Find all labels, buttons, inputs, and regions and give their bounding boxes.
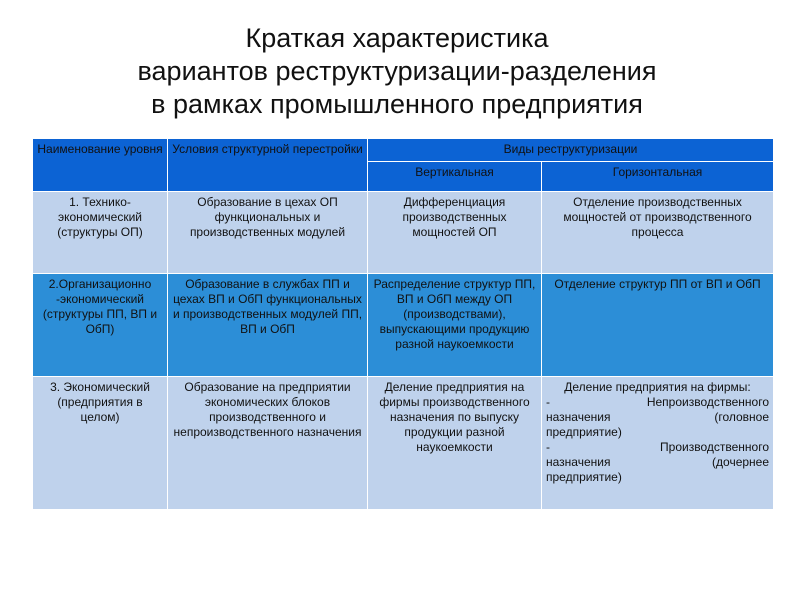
row3-horizontal-item2-line1: [546, 440, 769, 455]
header-row: [33, 139, 774, 162]
row1-conditions: Образование в цехах ОП функциональных и производственных модулей: [168, 192, 368, 274]
row3-horizontal-intro: Деление предприятия на фирмы:: [564, 380, 751, 394]
row2-conditions: Образование в службах ПП и цехах ВП и ОбП функциональных и производственных модулей ПП, ВП и ОбП: [168, 274, 368, 377]
row3-item2-a: Производственного: [660, 440, 770, 454]
row1-horizontal: Отделение производственных мощностей от производственного процесса: [542, 192, 774, 274]
row3-item2-b1: назначения: [546, 455, 611, 469]
row3-item1-b2: (головное: [714, 410, 770, 424]
table-row: [33, 377, 774, 510]
row3-horizontal: [542, 377, 774, 510]
row1-vertical: Дифференциация производственных мощностей ОП: [368, 192, 542, 274]
row3-vertical: Деление предприятия на фирмы производственного назначения по выпуску продукции разной наукоемкости: [368, 377, 542, 510]
row3-item1-c: предприятие): [546, 425, 622, 439]
row3-item2-c: предприятие): [546, 470, 622, 484]
row3-horizontal-item2-line2: [546, 455, 769, 470]
header-types: Виды реструктуризации: [368, 139, 774, 162]
row2-horizontal: Отделение структур ПП от ВП и ОбП: [542, 274, 774, 377]
row3-level: 3. Экономический (предприятия в целом): [33, 377, 168, 510]
table-row: [33, 192, 774, 274]
header-vertical: Вертикальная: [368, 162, 542, 192]
row1-level: 1. Технико-экономический (структуры ОП): [33, 192, 168, 274]
header-level: Наименование уровня: [33, 139, 168, 192]
title-line-3: в рамках промышленного предприятия: [151, 89, 643, 119]
row3-conditions: Образование на предприятии экономических блоков производственного и непроизводственного назначения: [168, 377, 368, 510]
row3-item1-a: Непроизводственного: [646, 395, 770, 409]
table-row: [33, 274, 774, 377]
title-line-1: Краткая характеристика: [245, 23, 549, 53]
row2-vertical: Распределение структур ПП, ВП и ОбП между ОП (производствами), выпускающими продукцию разной наукоемкости: [368, 274, 542, 377]
row2-level: 2.Организационно -экономический (структуры ПП, ВП и ОбП): [33, 274, 168, 377]
row3-item1-dash: -: [546, 395, 550, 409]
title-line-2: вариантов реструктуризации-разделения: [137, 56, 657, 86]
page-title: [40, 22, 754, 121]
row3-item2-dash: -: [546, 440, 550, 454]
row3-item1-b1: назначения: [546, 410, 611, 424]
row3-horizontal-item1-line1: [546, 395, 769, 410]
header-horizontal: Горизонтальная: [542, 162, 774, 192]
header-conditions: Условия структурной перестройки: [168, 139, 368, 192]
restructuring-table: [32, 138, 774, 510]
row3-horizontal-item1-line2: [546, 410, 769, 425]
row3-item2-b2: (дочернее: [712, 455, 770, 469]
